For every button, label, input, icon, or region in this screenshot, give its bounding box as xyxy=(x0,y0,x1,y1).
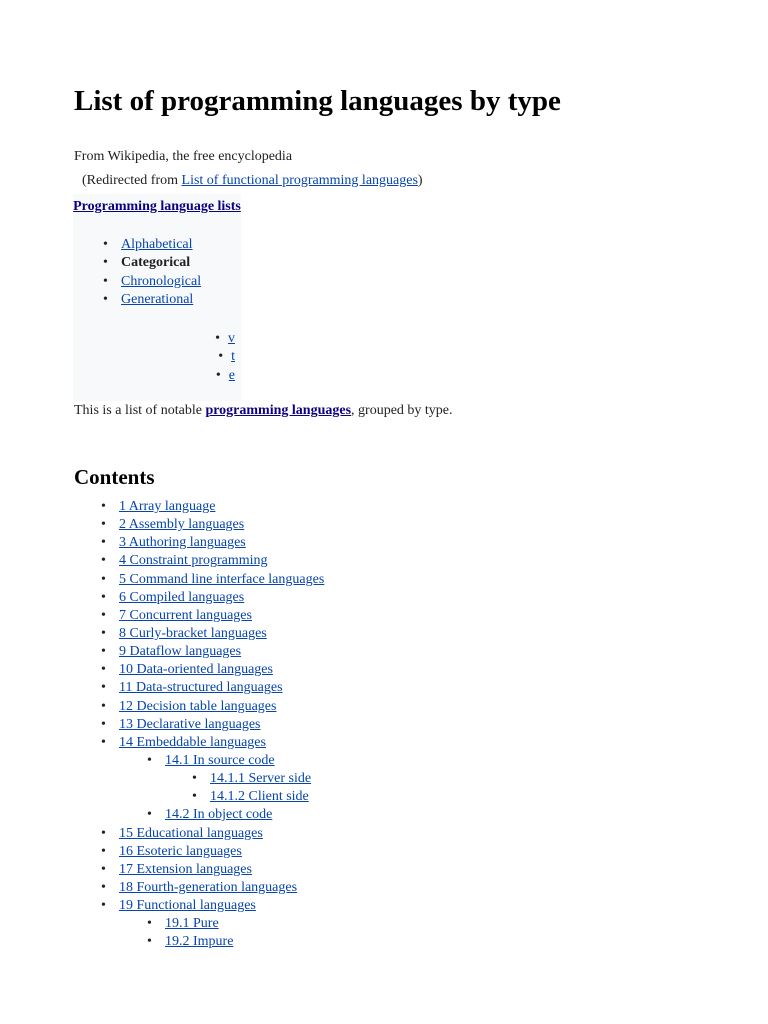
navbox-item xyxy=(73,291,201,309)
toc-link[interactable]: 14.2 In object code xyxy=(165,807,273,823)
toc-item xyxy=(0,625,324,643)
toc-link[interactable]: 19 Functional languages xyxy=(119,898,256,914)
intro-prefix: This is a list of notable xyxy=(74,403,206,418)
toc-item xyxy=(0,806,324,824)
navbox-title-link[interactable]: Programming language lists xyxy=(73,199,241,214)
navbox-item xyxy=(73,236,201,254)
toc-link[interactable]: 8 Curly-bracket languages xyxy=(119,625,267,641)
toc-item xyxy=(0,861,324,879)
toc-item xyxy=(0,734,324,752)
toc-link[interactable]: 12 Decision table languages xyxy=(119,698,277,714)
toc-link[interactable]: 14 Embeddable languages xyxy=(119,734,266,750)
toc-item xyxy=(0,516,324,534)
toc-link[interactable]: 16 Esoteric languages xyxy=(119,843,242,859)
toc-link[interactable]: 17 Extension languages xyxy=(119,861,252,877)
contents-heading: Contents xyxy=(74,465,155,489)
vte-item xyxy=(73,348,241,366)
page-title: List of programming languages by type xyxy=(74,85,561,117)
toc-link[interactable]: 11 Data-structured languages xyxy=(119,680,283,696)
redirect-source-link[interactable]: List of functional programming languages xyxy=(181,173,418,188)
navbox-list xyxy=(73,236,201,309)
toc-link[interactable]: 4 Constraint programming xyxy=(119,553,268,569)
toc-item xyxy=(0,752,324,770)
toc-link[interactable]: 5 Command line interface languages xyxy=(119,571,325,587)
toc-item xyxy=(0,915,324,933)
vte-item xyxy=(73,367,241,385)
navbox-current-categorical: Categorical xyxy=(121,255,191,271)
toc-item xyxy=(0,788,324,806)
redirect-notice xyxy=(82,172,423,190)
toc-link[interactable]: 14.1.1 Server side xyxy=(210,771,312,787)
navbox-link-alphabetical[interactable]: Alphabetical xyxy=(121,237,193,252)
vte-item xyxy=(73,330,241,348)
programming-languages-link[interactable]: programming languages xyxy=(205,403,352,418)
toc-link[interactable]: 1 Array language xyxy=(119,499,216,514)
toc-link[interactable]: 15 Educational languages xyxy=(119,825,263,841)
site-tagline: From Wikipedia, the free encyclopedia xyxy=(74,149,293,164)
bullet-icon: • xyxy=(218,349,224,365)
table-of-contents xyxy=(0,498,324,952)
toc-item xyxy=(0,571,324,589)
navbox-title xyxy=(73,198,241,215)
bullet-icon: • xyxy=(215,331,220,346)
toc-link[interactable]: 3 Authoring languages xyxy=(119,535,246,551)
toc-link[interactable]: 19.1 Pure xyxy=(165,916,219,932)
toc-item xyxy=(0,589,324,607)
toc-link[interactable]: 6 Compiled languages xyxy=(119,589,245,605)
toc-link[interactable]: 2 Assembly languages xyxy=(119,517,245,533)
toc-item xyxy=(0,552,324,570)
toc-item xyxy=(0,770,324,788)
toc-link[interactable]: 14.1 In source code xyxy=(165,752,275,768)
toc-link[interactable]: 7 Concurrent languages xyxy=(119,607,252,623)
toc-item xyxy=(0,879,324,897)
navbox-vte-links xyxy=(73,330,241,385)
toc-item xyxy=(0,607,324,625)
toc-item xyxy=(0,661,324,679)
bullet-icon: • xyxy=(215,367,221,383)
talk-template-link[interactable]: t xyxy=(231,349,235,365)
redirect-suffix: ) xyxy=(417,173,423,188)
toc-item xyxy=(0,716,324,734)
toc-item xyxy=(0,643,324,661)
toc-item xyxy=(0,933,324,951)
navbox-link-chronological[interactable]: Chronological xyxy=(121,273,202,289)
toc-link[interactable]: 14.1.2 Client side xyxy=(210,789,309,805)
toc-item xyxy=(0,679,324,697)
view-template-link[interactable]: v xyxy=(228,331,235,346)
programming-language-lists-navbox xyxy=(73,194,241,401)
edit-template-link[interactable]: e xyxy=(228,367,235,383)
toc-item xyxy=(0,498,324,516)
toc-link[interactable]: 13 Declarative languages xyxy=(119,716,261,732)
toc-link[interactable]: 19.2 Impure xyxy=(165,934,234,950)
redirect-prefix: (Redirected from xyxy=(82,173,182,188)
intro-suffix: , grouped by type. xyxy=(351,403,453,418)
toc-item xyxy=(0,825,324,843)
toc-item xyxy=(0,698,324,716)
toc-item xyxy=(0,534,324,552)
toc-link[interactable]: 18 Fourth-generation languages xyxy=(119,879,298,895)
navbox-item xyxy=(73,254,201,272)
toc-item xyxy=(0,897,324,915)
toc-link[interactable]: 10 Data-oriented languages xyxy=(119,662,273,678)
navbox-link-generational[interactable]: Generational xyxy=(121,291,194,307)
toc-item xyxy=(0,843,324,861)
intro-paragraph xyxy=(74,402,453,420)
navbox-item xyxy=(73,273,201,291)
toc-link[interactable]: 9 Dataflow languages xyxy=(119,644,242,660)
